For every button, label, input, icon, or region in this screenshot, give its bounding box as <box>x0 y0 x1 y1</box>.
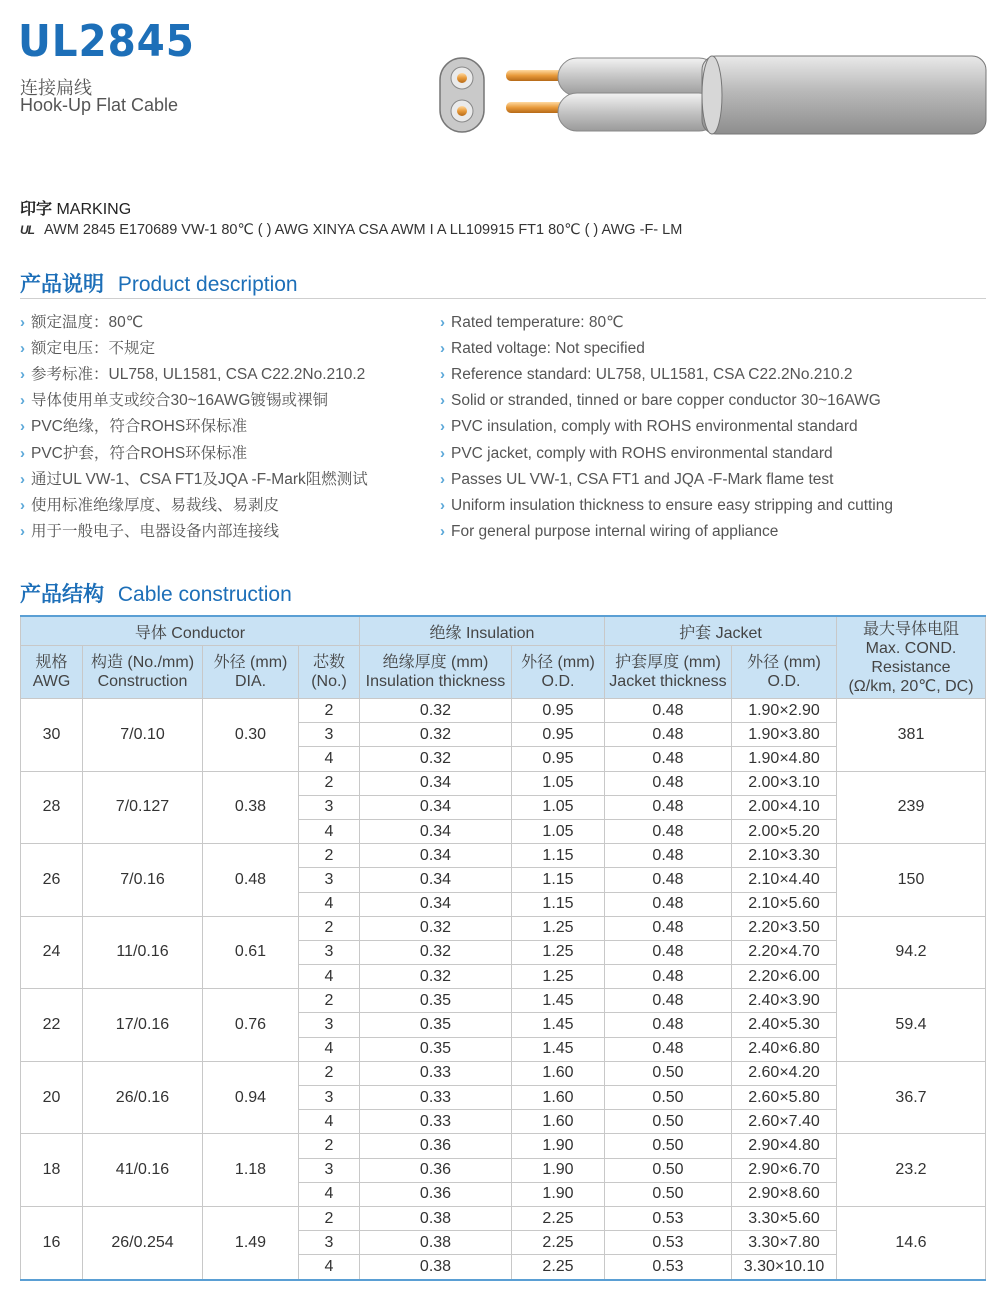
description-cn-item-text: 通过UL VW-1、CSA FT1及JQA -F-Mark阻燃测试 <box>31 470 368 488</box>
specification-table <box>20 615 986 1281</box>
awg-cell: 30 <box>21 699 83 772</box>
insulation-od-cell: 1.25 <box>512 965 605 989</box>
chevron-right-icon: › <box>440 392 445 410</box>
construction-title-en: Cable construction <box>117 583 292 606</box>
description-en-item <box>440 336 893 362</box>
description-en-item-text: PVC insulation, comply with ROHS environmental standard <box>451 418 858 436</box>
construction-cell: 11/0.16 <box>83 916 203 989</box>
cores-cell: 3 <box>299 1231 360 1255</box>
column-header <box>360 646 512 699</box>
insulation-thickness-cell: 0.38 <box>360 1231 512 1255</box>
insulation-od-cell: 1.60 <box>512 1061 605 1085</box>
resistance-header-cn: 最大导体电阻 <box>862 620 959 638</box>
chevron-right-icon: › <box>20 470 25 488</box>
insulation-thickness-cell: 0.35 <box>360 989 512 1013</box>
insulation-thickness-cell: 0.32 <box>360 916 512 940</box>
insulation-od-cell: 1.05 <box>512 795 605 819</box>
description-en-item <box>440 493 893 519</box>
insulation-od-cell: 1.25 <box>512 916 605 940</box>
insulation-od-cell: 2.25 <box>512 1255 605 1280</box>
jacket-thickness-cell: 0.48 <box>605 1013 732 1037</box>
column-header-line1: 外径 (mm) <box>213 654 288 671</box>
description-cn-item <box>20 310 368 336</box>
resistance-cell: 14.6 <box>837 1206 986 1279</box>
jacket-thickness-cell: 0.53 <box>605 1255 732 1280</box>
cores-cell: 4 <box>299 819 360 843</box>
jacket-thickness-cell: 0.48 <box>605 916 732 940</box>
table-row <box>21 844 986 868</box>
construction-cell: 7/0.16 <box>83 844 203 917</box>
chevron-right-icon: › <box>20 418 25 436</box>
insulation-thickness-cell: 0.32 <box>360 699 512 723</box>
cores-cell: 4 <box>299 747 360 771</box>
description-en-item <box>440 440 893 466</box>
jacket-od-cell: 2.90×6.70 <box>732 1158 837 1182</box>
column-header-line1: 规格 <box>35 654 68 671</box>
description-en-item <box>440 467 893 493</box>
description-en-item-text: Rated voltage: Not specified <box>451 340 645 358</box>
jacket-od-cell: 3.30×5.60 <box>732 1206 837 1230</box>
insulation-thickness-cell: 0.34 <box>360 892 512 916</box>
jacket-thickness-cell: 0.48 <box>605 747 732 771</box>
cores-cell: 2 <box>299 1134 360 1158</box>
description-en-item <box>440 310 893 336</box>
chevron-right-icon: › <box>440 366 445 384</box>
insulation-thickness-cell: 0.33 <box>360 1110 512 1134</box>
jacket-thickness-cell: 0.53 <box>605 1206 732 1230</box>
chevron-right-icon: › <box>440 340 445 358</box>
column-header-line1: 外径 (mm) <box>747 654 821 671</box>
insulation-thickness-cell: 0.36 <box>360 1158 512 1182</box>
chevron-right-icon: › <box>20 496 25 514</box>
jacket-thickness-cell: 0.50 <box>605 1110 732 1134</box>
jacket-od-cell: 3.30×10.10 <box>732 1255 837 1280</box>
jacket-thickness-cell: 0.48 <box>605 844 732 868</box>
column-header-line2: (No.) <box>311 673 347 690</box>
insulation-od-cell: 1.90 <box>512 1182 605 1206</box>
cores-cell: 3 <box>299 940 360 964</box>
resistance-cell: 94.2 <box>837 916 986 989</box>
chevron-right-icon: › <box>20 444 25 462</box>
description-cn-item <box>20 440 368 466</box>
description-en-item-text: Uniform insulation thickness to ensure easy stripping and cutting <box>451 496 893 514</box>
description-cn-item-text: 额定电压：不规定 <box>31 340 156 358</box>
insulation-od-cell: 2.25 <box>512 1231 605 1255</box>
insulation-group-header: 绝缘 Insulation <box>360 616 605 646</box>
jacket-thickness-cell: 0.48 <box>605 965 732 989</box>
column-header-line1: 护套厚度 (mm) <box>615 654 721 671</box>
insulation-thickness-cell: 0.34 <box>360 795 512 819</box>
conductor-dia-cell: 0.94 <box>203 1061 299 1134</box>
cores-cell: 3 <box>299 1086 360 1110</box>
insulation-od-cell: 0.95 <box>512 723 605 747</box>
description-en-item-text: Passes UL VW-1, CSA FT1 and JQA -F-Mark flame test <box>451 470 834 488</box>
jacket-od-cell: 2.90×4.80 <box>732 1134 837 1158</box>
chevron-right-icon: › <box>440 444 445 462</box>
product-name-en: Hook-Up Flat Cable <box>20 95 179 115</box>
conductor-dia-cell: 1.18 <box>203 1134 299 1207</box>
cores-cell: 2 <box>299 699 360 723</box>
jacket-thickness-cell: 0.50 <box>605 1134 732 1158</box>
cores-cell: 2 <box>299 916 360 940</box>
jacket-thickness-cell: 0.48 <box>605 1037 732 1061</box>
cores-cell: 4 <box>299 892 360 916</box>
cable-side-view <box>506 56 986 134</box>
description-cn-item <box>20 414 368 440</box>
table-row <box>21 989 986 1013</box>
awg-cell: 20 <box>21 1061 83 1134</box>
awg-cell: 18 <box>21 1134 83 1207</box>
conductor-group-header: 导体 Conductor <box>21 616 360 646</box>
cores-cell: 4 <box>299 965 360 989</box>
insulation-thickness-cell: 0.38 <box>360 1255 512 1280</box>
cable-cross-section <box>440 58 484 132</box>
description-title-en: Product description <box>117 273 298 296</box>
awg-cell: 16 <box>21 1206 83 1279</box>
resistance-cell: 381 <box>837 699 986 772</box>
insulation-thickness-cell: 0.35 <box>360 1013 512 1037</box>
chevron-right-icon: › <box>20 392 25 410</box>
chevron-right-icon: › <box>20 314 25 332</box>
description-list-en <box>440 310 893 545</box>
construction-cell: 17/0.16 <box>83 989 203 1062</box>
jacket-od-cell: 2.60×7.40 <box>732 1110 837 1134</box>
column-header <box>605 646 732 699</box>
jacket-od-cell: 2.00×5.20 <box>732 819 837 843</box>
chevron-right-icon: › <box>440 418 445 436</box>
jacket-od-cell: 2.90×8.60 <box>732 1182 837 1206</box>
product-name-cn: 连接扁线 <box>20 78 92 98</box>
insulation-thickness-cell: 0.32 <box>360 723 512 747</box>
column-header-line2: AWG <box>32 673 71 690</box>
column-header-line2: O.D. <box>767 673 801 690</box>
model-title: UL2845 <box>18 16 195 67</box>
construction-title-cn: 产品结构 <box>20 583 104 606</box>
jacket-thickness-cell: 0.48 <box>605 699 732 723</box>
description-cn-item-text: 额定温度：80℃ <box>31 314 144 332</box>
chevron-right-icon: › <box>440 470 445 488</box>
table-row <box>21 699 986 723</box>
ul-logo-icon: UL <box>20 223 34 237</box>
conductor-dia-cell: 1.49 <box>203 1206 299 1279</box>
chevron-right-icon: › <box>20 522 25 540</box>
column-header <box>21 646 83 699</box>
cores-cell: 2 <box>299 989 360 1013</box>
insulation-od-cell: 1.90 <box>512 1158 605 1182</box>
resistance-cell: 36.7 <box>837 1061 986 1134</box>
table-row <box>21 771 986 795</box>
chevron-right-icon: › <box>440 314 445 332</box>
cores-cell: 3 <box>299 1158 360 1182</box>
insulation-thickness-cell: 0.32 <box>360 965 512 989</box>
resistance-cell: 150 <box>837 844 986 917</box>
insulation-od-cell: 1.45 <box>512 1037 605 1061</box>
construction-cell: 26/0.254 <box>83 1206 203 1279</box>
description-divider <box>20 298 986 299</box>
jacket-thickness-cell: 0.48 <box>605 940 732 964</box>
column-header-line2: O.D. <box>541 673 575 690</box>
insulation-thickness-cell: 0.38 <box>360 1206 512 1230</box>
marking-text: AWM 2845 E170689 VW-1 80℃ ( ) AWG XINYA CSA AWM I A LL109915 FT1 80℃ ( ) AWG -F- LM <box>44 222 683 238</box>
insulation-od-cell: 1.15 <box>512 844 605 868</box>
table-row <box>21 1061 986 1085</box>
insulation-od-cell: 1.60 <box>512 1110 605 1134</box>
conductor-dia-cell: 0.76 <box>203 989 299 1062</box>
resistance-cell: 59.4 <box>837 989 986 1062</box>
description-en-item <box>440 519 893 545</box>
construction-cell: 7/0.127 <box>83 771 203 844</box>
insulation-od-cell: 2.25 <box>512 1206 605 1230</box>
jacket-thickness-cell: 0.50 <box>605 1182 732 1206</box>
column-header-line2: DIA. <box>234 673 267 690</box>
jacket-od-cell: 2.00×3.10 <box>732 771 837 795</box>
description-en-item-text: Reference standard: UL758, UL1581, CSA C22.2No.210.2 <box>451 366 853 384</box>
column-header <box>512 646 605 699</box>
insulation-thickness-cell: 0.32 <box>360 747 512 771</box>
conductor-dia-cell: 0.30 <box>203 699 299 772</box>
marking-title-cn: 印字 <box>20 201 53 218</box>
cores-cell: 3 <box>299 795 360 819</box>
flat-cable-illustration <box>430 48 990 148</box>
description-cn-item <box>20 362 368 388</box>
conductor-dia-cell: 0.48 <box>203 844 299 917</box>
jacket-od-cell: 2.20×4.70 <box>732 940 837 964</box>
awg-cell: 28 <box>21 771 83 844</box>
table-row <box>21 916 986 940</box>
insulation-od-cell: 1.05 <box>512 771 605 795</box>
cores-cell: 4 <box>299 1255 360 1280</box>
construction-title <box>20 578 292 608</box>
description-cn-item-text: 参考标准：UL758, UL1581, CSA C22.2No.210.2 <box>31 366 366 384</box>
jacket-od-cell: 1.90×2.90 <box>732 699 837 723</box>
jacket-thickness-cell: 0.48 <box>605 892 732 916</box>
jacket-od-cell: 2.10×4.40 <box>732 868 837 892</box>
column-header-line1: 外径 (mm) <box>521 654 595 671</box>
jacket-od-cell: 3.30×7.80 <box>732 1231 837 1255</box>
cores-cell: 3 <box>299 868 360 892</box>
description-cn-item <box>20 519 368 545</box>
jacket-thickness-cell: 0.50 <box>605 1158 732 1182</box>
table-row <box>21 1134 986 1158</box>
insulation-od-cell: 1.45 <box>512 989 605 1013</box>
jacket-thickness-cell: 0.48 <box>605 989 732 1013</box>
description-title-cn: 产品说明 <box>20 273 104 296</box>
insulation-thickness-cell: 0.32 <box>360 940 512 964</box>
description-cn-item-text: 使用标准绝缘厚度、易裁线、易剥皮 <box>31 496 280 514</box>
cores-cell: 2 <box>299 1061 360 1085</box>
insulation-od-cell: 0.95 <box>512 699 605 723</box>
insulation-thickness-cell: 0.36 <box>360 1182 512 1206</box>
cores-cell: 2 <box>299 1206 360 1230</box>
cores-cell: 4 <box>299 1037 360 1061</box>
jacket-od-cell: 2.20×6.00 <box>732 965 837 989</box>
chevron-right-icon: › <box>20 366 25 384</box>
jacket-od-cell: 2.10×5.60 <box>732 892 837 916</box>
column-header-line2: Insulation thickness <box>365 673 506 690</box>
description-cn-item <box>20 336 368 362</box>
jacket-thickness-cell: 0.50 <box>605 1061 732 1085</box>
column-header <box>299 646 360 699</box>
insulation-thickness-cell: 0.36 <box>360 1134 512 1158</box>
resistance-cell: 239 <box>837 771 986 844</box>
column-header-line1: 芯数 <box>312 654 345 671</box>
description-en-item-text: PVC jacket, comply with ROHS environmental standard <box>451 444 833 462</box>
marking-line <box>20 222 682 238</box>
jacket-od-cell: 2.20×3.50 <box>732 916 837 940</box>
description-cn-item-text: 导体使用单支或绞合30~16AWG镀锡或裸铜 <box>31 392 328 410</box>
construction-cell: 41/0.16 <box>83 1134 203 1207</box>
description-cn-item <box>20 388 368 414</box>
description-cn-item <box>20 467 368 493</box>
jacket-od-cell: 1.90×3.80 <box>732 723 837 747</box>
insulation-od-cell: 1.05 <box>512 819 605 843</box>
chevron-right-icon: › <box>440 496 445 514</box>
column-header-line2: Jacket thickness <box>609 673 727 690</box>
column-header <box>83 646 203 699</box>
jacket-od-cell: 2.60×4.20 <box>732 1061 837 1085</box>
description-cn-item <box>20 493 368 519</box>
jacket-od-cell: 2.10×3.30 <box>732 844 837 868</box>
description-en-item-text: Rated temperature: 80℃ <box>451 314 624 332</box>
construction-cell: 7/0.10 <box>83 699 203 772</box>
description-en-item <box>440 388 893 414</box>
table-row <box>21 1206 986 1230</box>
awg-cell: 22 <box>21 989 83 1062</box>
insulation-thickness-cell: 0.34 <box>360 844 512 868</box>
jacket-od-cell: 2.60×5.80 <box>732 1086 837 1110</box>
jacket-od-cell: 2.40×3.90 <box>732 989 837 1013</box>
column-header <box>203 646 299 699</box>
description-en-item-text: For general purpose internal wiring of appliance <box>451 522 779 540</box>
insulation-thickness-cell: 0.33 <box>360 1086 512 1110</box>
insulation-od-cell: 1.60 <box>512 1086 605 1110</box>
description-en-item-text: Solid or stranded, tinned or bare copper conductor 30~16AWG <box>451 392 881 410</box>
description-cn-item-text: 用于一般电子、电器设备内部连接线 <box>31 522 280 540</box>
jacket-od-cell: 2.00×4.10 <box>732 795 837 819</box>
column-header-line1: 构造 (No./mm) <box>90 654 195 671</box>
jacket-od-cell: 1.90×4.80 <box>732 747 837 771</box>
description-en-item <box>440 414 893 440</box>
insulation-od-cell: 1.25 <box>512 940 605 964</box>
column-header-line2: Construction <box>97 673 188 690</box>
jacket-thickness-cell: 0.50 <box>605 1086 732 1110</box>
cores-cell: 4 <box>299 1110 360 1134</box>
jacket-od-cell: 2.40×5.30 <box>732 1013 837 1037</box>
description-list-cn <box>20 310 368 545</box>
marking-title-en: MARKING <box>56 201 132 218</box>
chevron-right-icon: › <box>20 340 25 358</box>
cores-cell: 2 <box>299 844 360 868</box>
conductor-dia-cell: 0.38 <box>203 771 299 844</box>
jacket-thickness-cell: 0.48 <box>605 868 732 892</box>
insulation-thickness-cell: 0.35 <box>360 1037 512 1061</box>
cores-cell: 2 <box>299 771 360 795</box>
insulation-od-cell: 1.45 <box>512 1013 605 1037</box>
jacket-thickness-cell: 0.53 <box>605 1231 732 1255</box>
awg-cell: 24 <box>21 916 83 989</box>
insulation-od-cell: 1.15 <box>512 892 605 916</box>
cores-cell: 4 <box>299 1182 360 1206</box>
jacket-thickness-cell: 0.48 <box>605 795 732 819</box>
column-header <box>732 646 837 699</box>
insulation-od-cell: 0.95 <box>512 747 605 771</box>
column-header-line1: 绝缘厚度 (mm) <box>382 654 489 671</box>
description-cn-item-text: PVC绝缘，符合ROHS环保标准 <box>31 418 248 436</box>
marking-title <box>20 196 131 219</box>
cores-cell: 3 <box>299 723 360 747</box>
description-title <box>20 268 298 298</box>
jacket-thickness-cell: 0.48 <box>605 819 732 843</box>
awg-cell: 26 <box>21 844 83 917</box>
description-en-item <box>440 362 893 388</box>
chevron-right-icon: › <box>440 522 445 540</box>
jacket-thickness-cell: 0.48 <box>605 723 732 747</box>
resistance-header <box>837 616 986 699</box>
description-cn-item-text: PVC护套，符合ROHS环保标准 <box>31 444 248 462</box>
jacket-od-cell: 2.40×6.80 <box>732 1037 837 1061</box>
insulation-thickness-cell: 0.34 <box>360 771 512 795</box>
resistance-header-en1: Max. COND. <box>865 639 957 657</box>
insulation-od-cell: 1.15 <box>512 868 605 892</box>
resistance-header-unit: (Ω/km, 20℃, DC) <box>848 677 974 695</box>
jacket-thickness-cell: 0.48 <box>605 771 732 795</box>
insulation-od-cell: 1.90 <box>512 1134 605 1158</box>
insulation-thickness-cell: 0.34 <box>360 868 512 892</box>
insulation-thickness-cell: 0.33 <box>360 1061 512 1085</box>
resistance-header-en2: Resistance <box>871 658 951 676</box>
resistance-cell: 23.2 <box>837 1134 986 1207</box>
insulation-thickness-cell: 0.34 <box>360 819 512 843</box>
jacket-group-header: 护套 Jacket <box>605 616 837 646</box>
construction-cell: 26/0.16 <box>83 1061 203 1134</box>
cores-cell: 3 <box>299 1013 360 1037</box>
conductor-dia-cell: 0.61 <box>203 916 299 989</box>
